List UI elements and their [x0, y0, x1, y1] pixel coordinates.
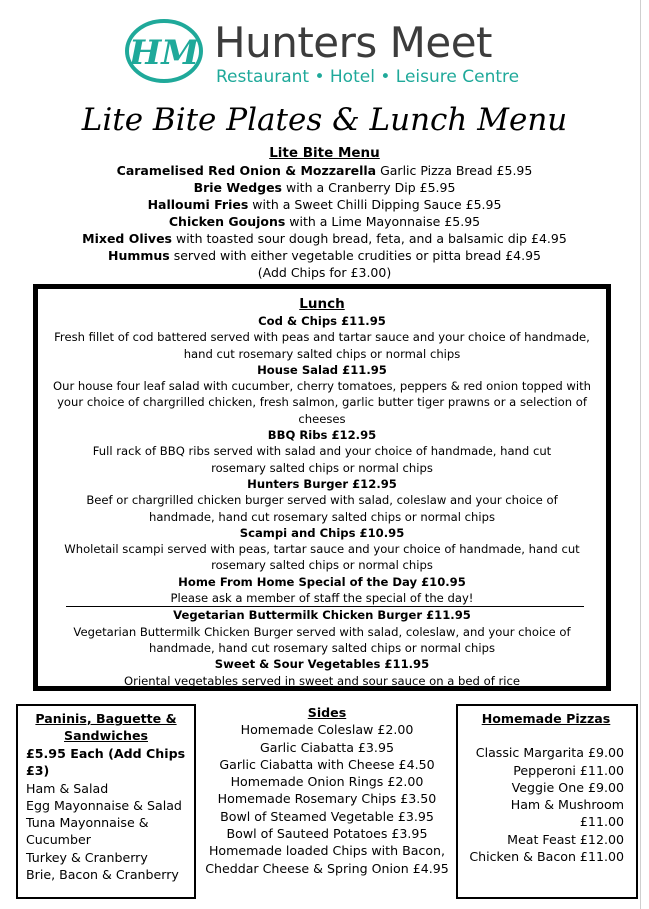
lite-bite-item: Caramelised Red Onion & Mozzarella Garlic Pizza Bread £5.95: [116, 163, 533, 178]
pizzas-item: Classic Margarita £9.00: [475, 745, 624, 761]
sides-item: Bowl of Steamed Vegetable £3.95: [220, 808, 434, 824]
logo: [124, 18, 204, 84]
lunch-item-desc: Beef or chargrilled chicken burger served with salad, coleslaw and your choice of handmade, hand cut rosemary salted chips or normal chips: [86, 493, 558, 524]
paninis-item: Brie, Bacon & Cranberry: [26, 867, 179, 883]
lunch-item-desc: Fresh fillet of cod battered served with peas and tartar sauce and your choice of handmade, hand cut rosemary salted chips or normal chips: [54, 330, 590, 361]
pizzas-item: Pepperoni £11.00: [513, 762, 624, 778]
lite-bite-section: [0, 144, 649, 281]
brand-tagline: Restaurant • Hotel • Leisure Centre: [216, 67, 520, 87]
brand-name: Hunters Meet: [214, 18, 493, 67]
lunch-item-title: House Salad £11.95: [257, 362, 387, 377]
lite-bite-item: Mixed Olives with toasted sour dough bread, feta, and a balsamic dip £4.95: [82, 231, 567, 246]
lunch-heading: Lunch: [299, 296, 345, 312]
lunch-item-title: Home From Home Special of the Day £10.95: [178, 574, 466, 589]
lunch-item-title: Cod & Chips £11.95: [258, 314, 386, 328]
sides-item: Garlic Ciabatta £3.95: [260, 739, 394, 755]
lunch-item-title: Scampi and Chips £10.95: [239, 525, 405, 540]
sides-item: Homemade Coleslaw £2.00: [240, 722, 414, 738]
sides-item: Homemade loaded Chips with Bacon, Cheddar Cheese & Spring Onion £4.95: [205, 843, 449, 876]
paninis-item: Egg Mayonnaise & Salad: [26, 797, 182, 813]
lunch-item-desc: Our house four leaf salad with cucumber, cherry tomatoes, peppers & red onion topped with your choice of chargrilled chicken, fresh salmon, garlic butter tiger prawns or a selection of cheeses: [52, 379, 592, 426]
sides-section: [196, 704, 458, 877]
lunch-item-title: BBQ Ribs £12.95: [267, 428, 377, 443]
paninis-item: Ham & Salad: [26, 780, 109, 796]
lunch-item-desc: Vegetarian Buttermilk Chicken Burger served with salad, coleslaw, and your choice of handmade, hand cut rosemary salted chips or normal chips: [73, 624, 571, 655]
sides-heading: Sides: [307, 705, 347, 720]
lunch-box: [33, 284, 611, 691]
lite-bite-item: Hummus served with either vegetable crudities or pitta bread £4.95: [107, 248, 542, 263]
lite-bite-item: Brie Wedges with a Cranberry Dip £5.95: [193, 180, 456, 195]
lite-bite-heading: Lite Bite Menu: [269, 145, 380, 161]
pizzas-heading: Homemade Pizzas: [481, 711, 611, 726]
lunch-item-desc: Please ask a member of staff the special of the day!: [170, 591, 474, 606]
sides-item: Garlic Ciabatta with Cheese £4.50: [219, 756, 435, 772]
lunch-item-title: Hunters Burger £12.95: [247, 476, 397, 491]
paninis-item: Tuna Mayonnaise & Cucumber: [26, 815, 149, 848]
lite-bite-item: Halloumi Fries with a Sweet Chilli Dipping Sauce £5.95: [147, 197, 502, 212]
sides-item: Homemade Onion Rings £2.00: [230, 774, 424, 790]
sides-item: Homemade Rosemary Chips £3.50: [217, 791, 437, 807]
pizzas-item: Ham & Mushroom £11.00: [510, 797, 624, 830]
lite-bite-item: Chicken Goujons with a Lime Mayonnaise £5.95: [168, 214, 481, 229]
pizzas-item: Veggie One £9.00: [511, 779, 624, 795]
menu-title: Lite Bite Plates & Lunch Menu: [81, 102, 568, 138]
lunch-item-desc: Oriental vegetables served in sweet and sour sauce on a bed of rice: [124, 673, 520, 688]
paninis-item: Turkey & Cranberry: [26, 849, 148, 865]
pizzas-box: [456, 704, 638, 899]
sides-item: Bowl of Sauteed Potatoes £3.95: [226, 826, 428, 842]
logo-monogram: HM: [129, 33, 199, 73]
lite-bite-note: (Add Chips for £3.00): [257, 265, 392, 280]
lunch-item-desc: Wholetail scampi served with peas, tartar sauce and your choice of handmade, hand cut rosemary salted chips or normal chips: [64, 542, 580, 573]
paninis-price: £5.95 Each (Add Chips £3): [26, 746, 186, 779]
paninis-heading: Paninis, Baguette & Sandwiches: [35, 711, 177, 743]
pizzas-item: Chicken & Bacon £11.00: [469, 849, 624, 865]
pizzas-item: Meat Feast £12.00: [507, 831, 624, 847]
paninis-box: [16, 704, 196, 899]
lunch-item-title: Vegetarian Buttermilk Chicken Burger £11.95: [173, 608, 471, 623]
lunch-item-title: Sweet & Sour Vegetables £11.95: [214, 657, 430, 672]
lunch-item-desc: Full rack of BBQ ribs served with salad and your choice of handmade, hand cut rosemary salted chips or normal chips: [92, 444, 552, 475]
